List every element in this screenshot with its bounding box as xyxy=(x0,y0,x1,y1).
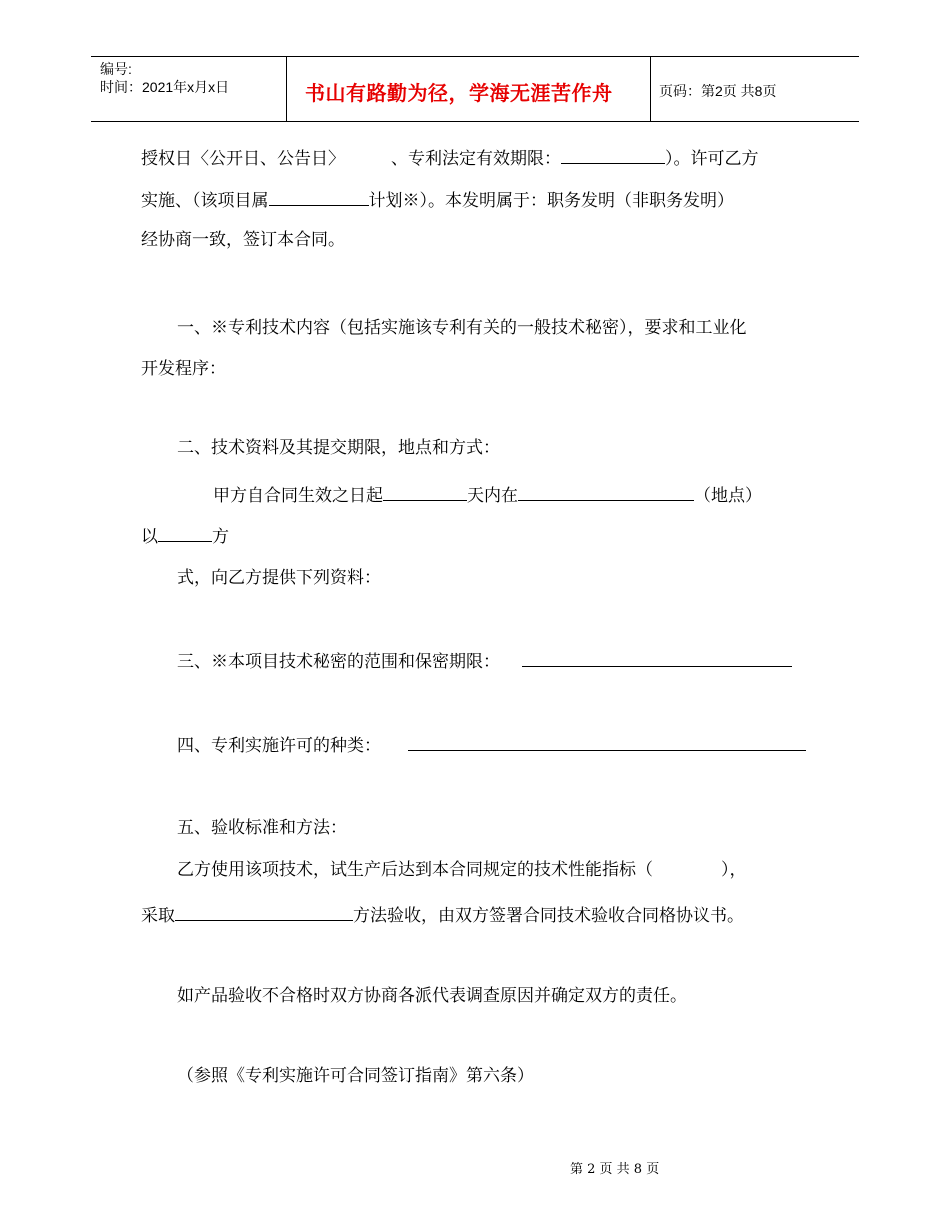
header-bottom-rule xyxy=(91,121,859,122)
paragraph-line: 式，向乙方提供下列资料： xyxy=(177,568,381,588)
section-2-heading: 二、技术资料及其提交期限，地点和方式： xyxy=(177,438,500,458)
header-motto: 书山有路勤为径，学海无涯苦作舟 xyxy=(305,83,613,105)
line-text: 计划※）。本发明属于：职务发明（非职务发明） xyxy=(368,191,734,211)
line-text: 授权日〈公开日、公告日〉 xyxy=(141,149,345,169)
line-text: 、专利法定有效期限： xyxy=(391,149,561,169)
paragraph-line xyxy=(213,481,762,508)
number-label: 编号: xyxy=(100,61,132,77)
header-top-rule xyxy=(91,56,859,57)
line-text: ）， xyxy=(721,860,747,880)
section-1-heading: 一、※专利技术内容（包括实施该专利有关的一般技术秘密），要求和工业化 xyxy=(177,318,747,338)
paragraph-line xyxy=(141,522,229,549)
blank-field xyxy=(175,901,353,921)
line-text: ）。许可乙方 xyxy=(665,149,759,169)
time-label: 时间：2021年x月x日 xyxy=(100,79,230,95)
paragraph-line xyxy=(141,144,759,171)
blank-field xyxy=(518,481,694,501)
blank-field xyxy=(158,522,212,542)
line-text: 乙方使用该项技术，试生产后达到本合同规定的技术性能指标（ xyxy=(177,860,653,880)
section-5-heading: 五、验收标准和方法： xyxy=(177,818,347,838)
header-divider-right xyxy=(650,56,651,121)
line-text: 方法验收，由双方签署合同技术验收合同格协议书。 xyxy=(353,906,744,926)
paragraph-line xyxy=(141,901,744,928)
line-text: 四、专利实施许可的种类： xyxy=(177,736,381,756)
blank-field xyxy=(383,481,467,501)
line-text: 方 xyxy=(212,527,229,547)
reference-note: （参照《专利实施许可合同签订指南》第六条） xyxy=(177,1066,534,1086)
line-text: 采取 xyxy=(141,906,175,926)
page-footer: 第 2 页 共 8 页 xyxy=(570,1162,660,1177)
line-text: 以 xyxy=(141,527,158,547)
line-text: 天内在 xyxy=(467,486,518,506)
line-text: 甲方自合同生效之日起 xyxy=(213,486,383,506)
section-4-heading xyxy=(177,731,806,758)
section-3-heading xyxy=(177,647,792,674)
paragraph-line xyxy=(141,186,734,213)
line-text: （地点） xyxy=(694,486,762,506)
header-divider-left xyxy=(286,56,287,121)
blank-field xyxy=(522,647,792,667)
line-text: 三、※本项目技术秘密的范围和保密期限： xyxy=(177,652,500,672)
paragraph-line: 如产品验收不合格时双方协商各派代表调查原因并确定双方的责任。 xyxy=(177,986,687,1006)
header-page-info: 页码：第2页 共8页 xyxy=(659,83,777,99)
blank-field xyxy=(561,144,665,164)
blank-field xyxy=(408,731,806,751)
blank-field xyxy=(269,186,369,206)
line-text: 实施、（该项目属 xyxy=(141,191,269,211)
paragraph-line xyxy=(177,858,747,882)
section-1-continuation: 开发程序： xyxy=(141,359,226,379)
paragraph-line: 经协商一致，签订本合同。 xyxy=(141,230,345,250)
